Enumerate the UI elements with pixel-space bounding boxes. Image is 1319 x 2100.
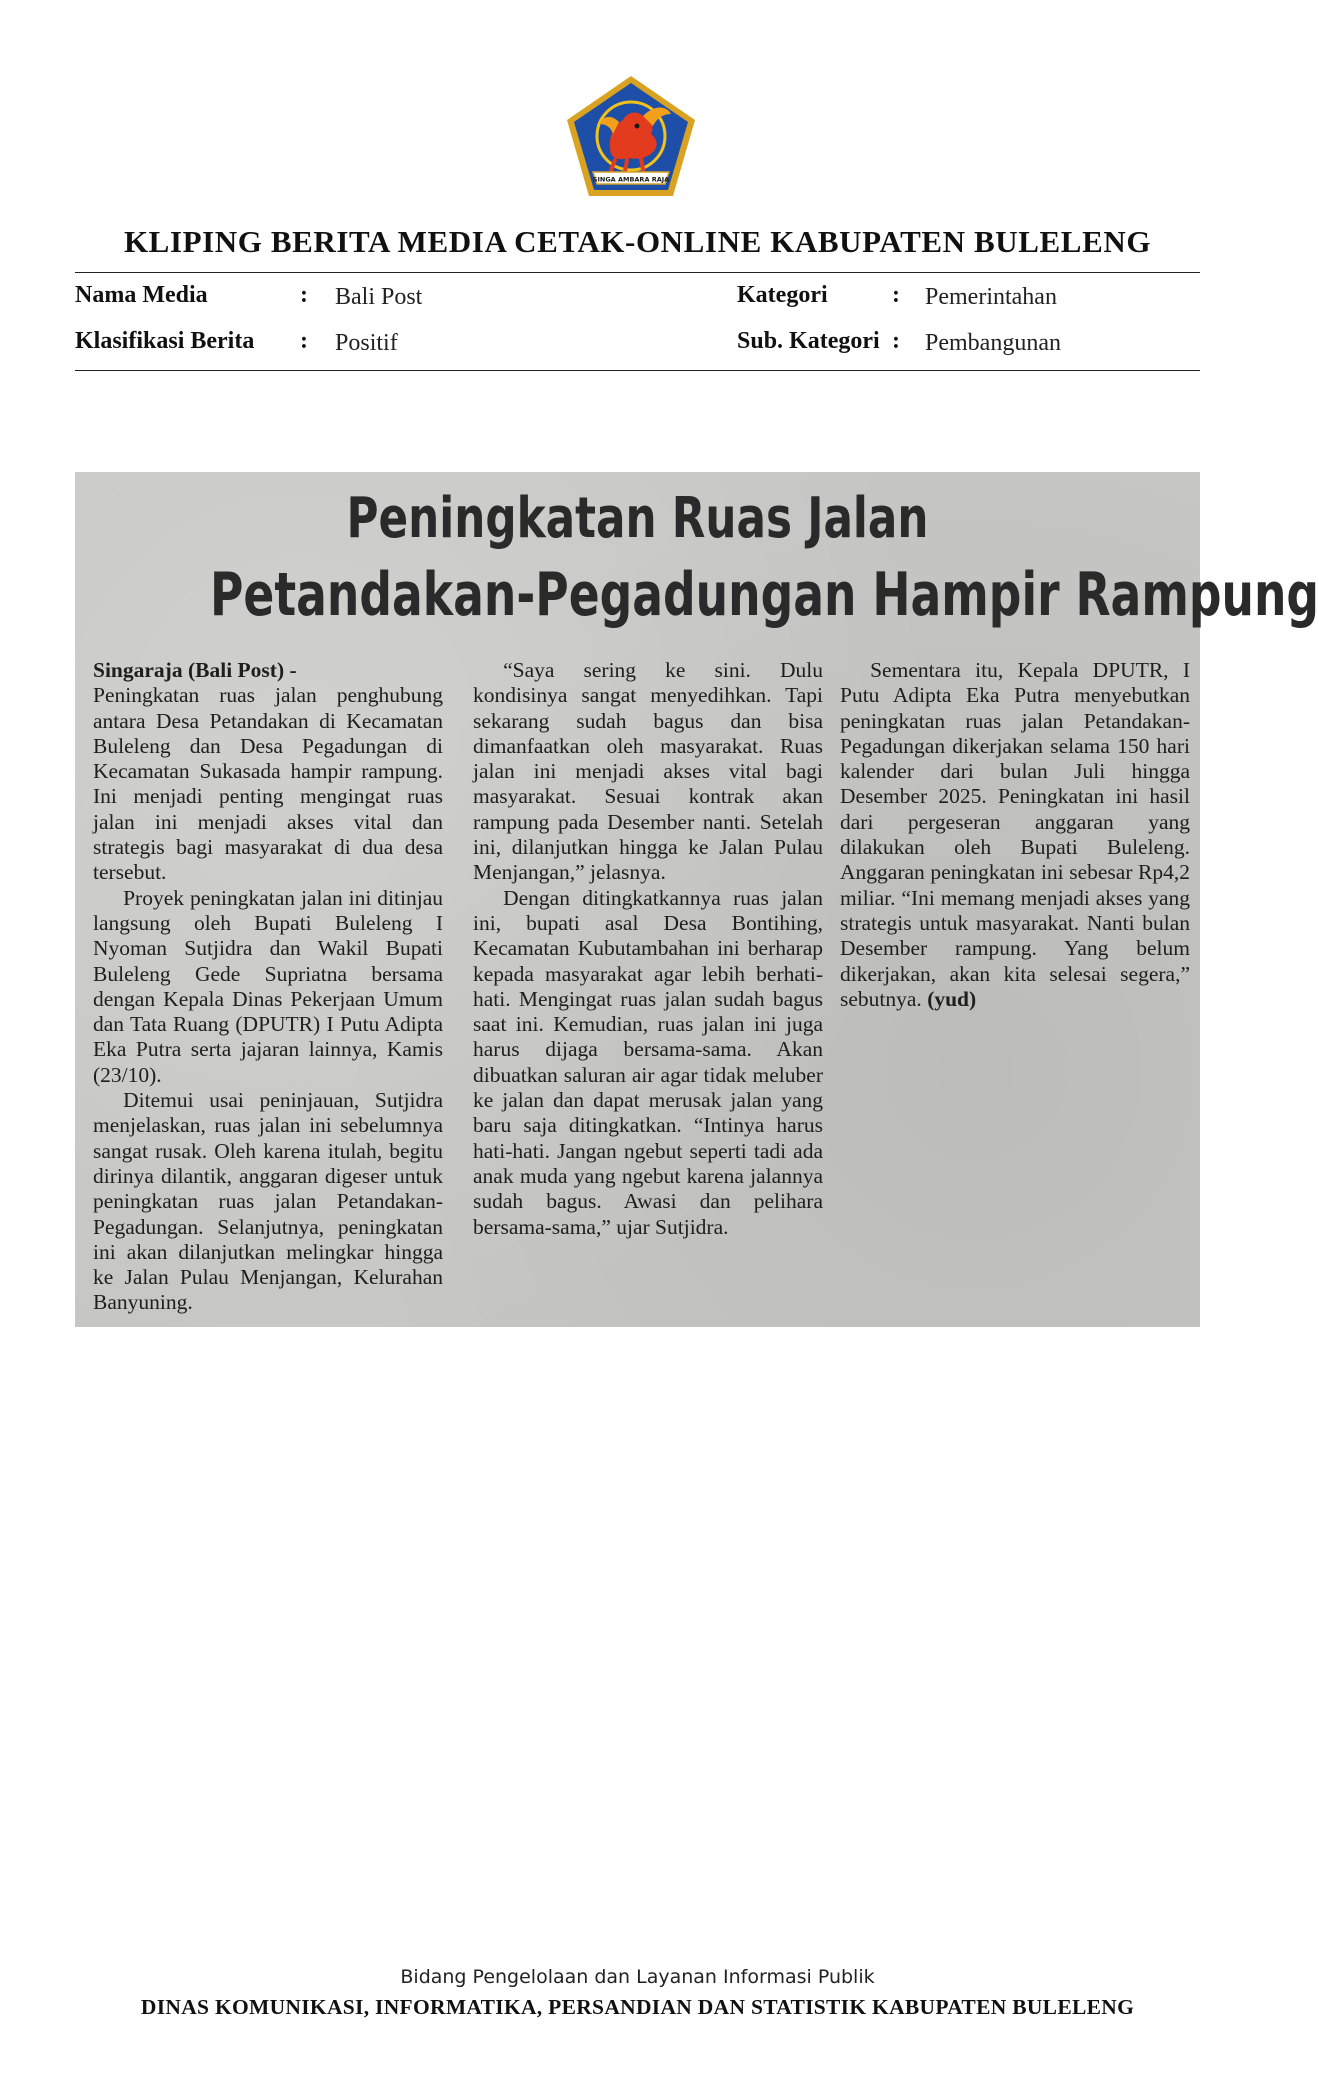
media-value: Bali Post — [335, 284, 423, 310]
paragraph-3: Ditemui usai peninjauan, Sutjidra menjelaskan, ruas jalan ini sebelumnya sangat rusak. Oleh karena itulah, begitu dirinya dilantik, anggaran digeser untuk peningkatan ruas jalan Petandakan-Pegadungan. Selanjutnya, peningkatan ini akan dilanjutkan melingkar hingga ke Jalan Pulau Menjangan, Kelurahan Banyuning. — [93, 1088, 443, 1315]
news-clipping — [75, 472, 1319, 1327]
logo-motto: SINGA AMBARA RAJA — [592, 175, 670, 184]
page-title: KLIPING BERITA MEDIA CETAK-ONLINE KABUPATEN BULELENG — [123, 224, 1152, 259]
paragraph-6: Sementara itu, Kepala DPUTR, I Putu Adipta Eka Putra menyebutkan peningkatan ruas jalan Petandakan-Pegadungan dikerjakan selama 150 hari kalender dari bulan Juli hingga Desember 2025. Peningkatan ini hasil dari pergeseran anggaran yang dilakukan oleh Bupati Buleleng. Anggaran peningkatan ini sebesar Rp4,2 miliar. “Ini memang menjadi akses yang strategis untuk masyarakat. Nanti bulan Desember rampung. Yang belum dikerjakan, akan kita selesai segera,” sebutnya. — [840, 658, 1190, 1011]
byline: (yud) — [927, 986, 977, 1011]
category-label: Kategori — [737, 282, 828, 308]
media-label: Nama Media — [75, 282, 208, 308]
header-divider-bottom — [75, 370, 1200, 371]
media-colon: : — [300, 282, 308, 308]
article-paragraph — [840, 658, 1190, 1012]
classification-colon: : — [300, 328, 308, 354]
article-column-2 — [473, 658, 823, 1318]
paragraph-5: Dengan ditingkatkannya ruas jalan ini, bupati asal Desa Bontihing, Kecamatan Kubutambahan ini berharap kepada masyarakat agar lebih berhati-hati. Mengingat ruas jalan sudah bagus saat ini. Kemudian, ruas jalan ini juga harus dijaga bersama-sama. Akan dibuatkan saluran air agar tidak meluber ke jalan dan dapat merusak jalan yang baru saja ditingkatkan. “Intinya harus hati-hati. Jangan ngebut seperti tadi ada anak muda yang ngebut karena jalannya sudah bagus. Awasi dan pelihara bersama-sama,” ujar Sutjidra. — [473, 885, 823, 1239]
footer-division: Bidang Pengelolaan dan Layanan Informasi Publik — [400, 1966, 875, 1988]
paragraph-2: Proyek peningkatan jalan ini ditinjau langsung oleh Bupati Buleleng I Nyoman Sutjidra dan Wakil Bupati Buleleng Gede Supriatna bersama dengan Kepala Dinas Pekerjaan Umum dan Tata Ruang (DPUTR) I Putu Adipta Eka Putra serta jajaran lainnya, Kamis (23/10). — [93, 885, 443, 1087]
classification-label: Klasifikasi Berita — [75, 328, 255, 354]
dateline: Singaraja (Bali Post) - — [93, 658, 297, 682]
classification-value: Positif — [335, 330, 398, 356]
singa-ambara-raja-emblem-icon — [563, 74, 699, 200]
article-paragraph — [93, 658, 443, 886]
article-column-1 — [93, 658, 443, 1318]
paragraph-1: Peningkatan ruas jalan penghubung antara Desa Petandakan di Kecamatan Buleleng dan Desa Pegadungan di Kecamatan Sukasada hampir rampung. Ini menjadi penting mengingat ruas jalan ini menjadi akses vital dan strategis bagi masyarakat di dua desa tersebut. — [93, 683, 443, 885]
header-divider-top — [75, 272, 1200, 273]
subcategory-colon: : — [892, 328, 900, 354]
subcategory-value: Pembangunan — [925, 330, 1061, 356]
paragraph-4: “Saya sering ke sini. Dulu kondisinya sangat menyedihkan. Tapi sekarang sudah bagus dan bisa dimanfaatkan oleh masyarakat. Ruas jalan ini menjadi akses vital bagi masyarakat. Sesuai kontrak akan rampung pada Desember nanti. Setelah ini, dilanjutkan hingga ke Jalan Pulau Menjangan,” jelasnya. — [473, 658, 823, 885]
headline-line-1: Peningkatan Ruas Jalan — [346, 486, 929, 551]
article-column-3 — [840, 658, 1190, 1318]
category-colon: : — [892, 282, 900, 308]
headline-line-2: Petandakan-Pegadungan Hampir Rampung — [210, 560, 1319, 630]
subcategory-label: Sub. Kategori — [737, 328, 880, 354]
footer-agency: DINAS KOMUNIKASI, INFORMATIKA, PERSANDIAN DAN STATISTIK KABUPATEN BULELENG — [140, 1995, 1135, 2019]
category-value: Pemerintahan — [925, 284, 1057, 310]
